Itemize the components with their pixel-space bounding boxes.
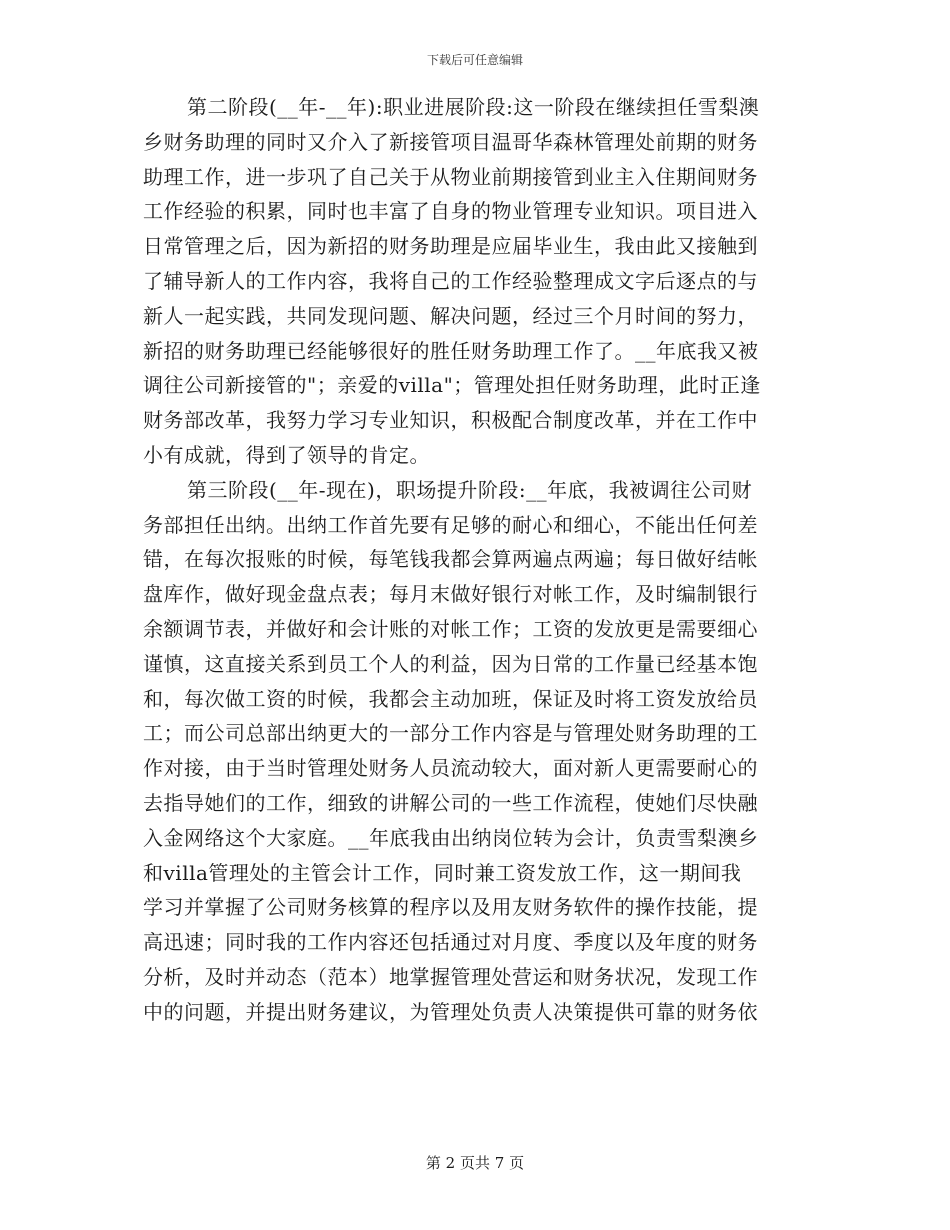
text-line: 新人一起实践，共同发现问题、解决问题，经过三个月时间的努力， [143, 303, 758, 328]
text-line: 财务部改革，我努力学习专业知识，积极配合制度改革，并在工作中 [143, 408, 758, 433]
text-line: 乡财务助理的同时又介入了新接管项目温哥华森林管理处前期的财务 [143, 129, 758, 154]
text-line: 高迅速；同时我的工作内容还包括通过对月度、季度以及年度的财务 [143, 930, 758, 955]
text-line: 第二阶段(__年-__年):职业进展阶段:这一阶段在继续担任雪梨澳 [187, 95, 760, 119]
text-line: 学习并掌握了公司财务核算的程序以及用友财务软件的操作技能，提 [143, 895, 758, 920]
text-line: 调往公司新接管的"；亲爱的villa"；管理处担任财务助理，此时正逢 [143, 373, 761, 398]
text-line: 工；而公司总部出纳更大的一部分工作内容是与管理处财务助理的工 [143, 721, 758, 746]
text-line: 谨慎，这直接关系到员工个人的利益，因为日常的工作量已经基本饱 [143, 651, 758, 676]
text-line: 助理工作，进一步巩了自己关于从物业前期接管到业主入住期间财务 [143, 164, 758, 189]
text-line: 日常管理之后，因为新招的财务助理是应届毕业生，我由此又接触到 [143, 234, 758, 259]
text-line: 了辅导新人的工作内容，我将自己的工作经验整理成文字后逐点的与 [143, 268, 758, 293]
text-line: 工作经验的积累，同时也丰富了自身的物业管理专业知识。项目进入 [143, 199, 758, 224]
text-line: 第三阶段(__年-现在)，职场提升阶段:__年底，我被调往公司财 [187, 477, 753, 502]
text-line: 错，在每次报账的时候，每笔钱我都会算两遍点两遍；每日做好结帐 [143, 547, 758, 572]
text-line: 去指导她们的工作，细致的讲解公司的一些工作流程，使她们尽快融 [143, 790, 758, 815]
text-line: 分析，及时并动态（范本）地掌握管理处营运和财务状况，发现工作 [143, 964, 758, 989]
text-line: 和villa管理处的主管会计工作，同时兼工资发放工作，这一期间我 [143, 860, 742, 885]
text-line: 作对接，由于当时管理处财务人员流动较大，面对新人更需要耐心的 [143, 756, 758, 781]
text-line: 小有成就，得到了领导的肯定。 [143, 442, 430, 467]
text-line: 新招的财务助理已经能够很好的胜任财务助理工作了。__年底我又被 [143, 338, 759, 363]
page-header: 下载后可任意编辑 [426, 53, 523, 67]
text-line: 和，每次做工资的时候，我都会主动加班，保证及时将工资发放给员 [143, 686, 758, 711]
text-line: 务部担任出纳。出纳工作首先要有足够的耐心和细心，不能出任何差 [143, 512, 758, 537]
text-line: 余额调节表，并做好和会计账的对帐工作；工资的发放更是需要细心 [143, 616, 758, 641]
text-line: 盘库作，做好现金盘点表；每月末做好银行对帐工作，及时编制银行 [143, 582, 758, 607]
document-body [143, 90, 809, 1030]
text-line: 中的问题，并提出财务建议，为管理处负责人决策提供可靠的财务依 [143, 999, 758, 1024]
text-line: 入金网络这个大家庭。__年底我由出纳岗位转为会计，负责雪梨澳乡 [143, 825, 759, 850]
page-number: 第 2 页共 7 页 [425, 1154, 525, 1172]
